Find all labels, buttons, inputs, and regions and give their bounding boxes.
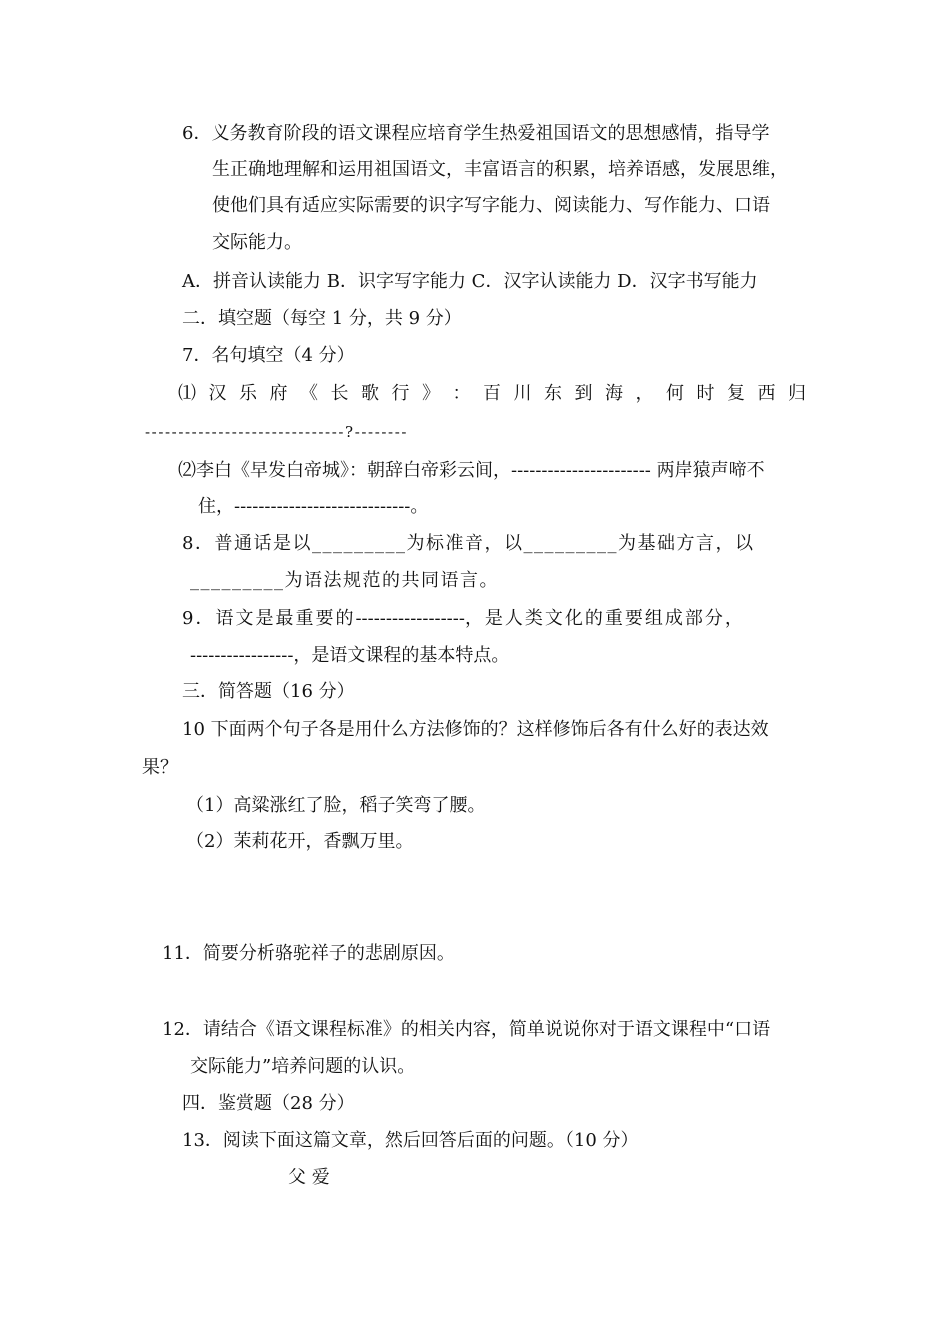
q7-title: 7．名句填空（4 分）	[182, 345, 355, 366]
q10-sentence-2: （2）茉莉花开，香飘万里。	[186, 831, 414, 852]
q12-line-1: 12．请结合《语文课程标准》的相关内容，简单说说你对于语文课程中“口语	[162, 1019, 771, 1040]
q12-line-2: 交际能力”培养问题的认识。	[190, 1056, 416, 1077]
q13: 13．阅读下面这篇文章，然后回答后面的问题。（10 分）	[182, 1130, 639, 1151]
q7-item-1: ⑴ 汉 乐 府 《 长 歌 行 》 ： 百 川 东 到 海 ， 何 时 复 西 归	[178, 383, 806, 404]
q9-line-2: -----------------，是语文课程的基本特点。	[190, 645, 510, 666]
q6-line-4: 交际能力。	[212, 232, 302, 253]
q10-line-1: 10 下面两个句子各是用什么方法修饰的？这样修饰后各有什么好的表达效	[182, 719, 769, 740]
q6-line-2: 生正确地理解和运用祖国语文，丰富语言的积累，培养语感，发展思维，	[212, 159, 788, 180]
q6-line-3: 使他们具有适应实际需要的识字写字能力、阅读能力、写作能力、口语	[212, 195, 770, 216]
article-title: 父 爱	[288, 1167, 330, 1188]
section-3-heading: 三．简答题（16 分）	[182, 681, 355, 702]
q7-item-2-line-2: 住，-----------------------------。	[198, 496, 429, 517]
q8-line-1: 8．普通话是以_________为标准音，以_________为基础方言，以	[182, 533, 755, 554]
q7-item-1-answer-line: ------------------------------?--------	[145, 423, 409, 441]
section-4-heading: 四．鉴赏题（28 分）	[182, 1093, 355, 1114]
q10-line-2: 果？	[142, 757, 178, 778]
q11: 11．简要分析骆驼祥子的悲剧原因。	[162, 943, 455, 964]
section-2-heading: 二．填空题（每空 1 分，共 9 分）	[182, 308, 462, 329]
q8-line-2: _________为语法规范的共同语言。	[190, 570, 499, 591]
q6-options: A．拼音认读能力 B．识字写字能力 C．汉字认读能力 D．汉字书写能力	[182, 271, 758, 292]
q7-item-2-line-1: ⑵李白《早发白帝城》：朝辞白帝彩云间，----------------------- 两岸猿声啼不	[178, 460, 765, 481]
q9-line-1: 9．语文是最重要的------------------，是人类文化的重要组成部分，	[182, 608, 745, 629]
q10-sentence-1: （1）高粱涨红了脸，稻子笑弯了腰。	[186, 795, 486, 816]
q6-line-1: 6．义务教育阶段的语文课程应培育学生热爱祖国语文的思想感情，指导学	[182, 123, 770, 144]
